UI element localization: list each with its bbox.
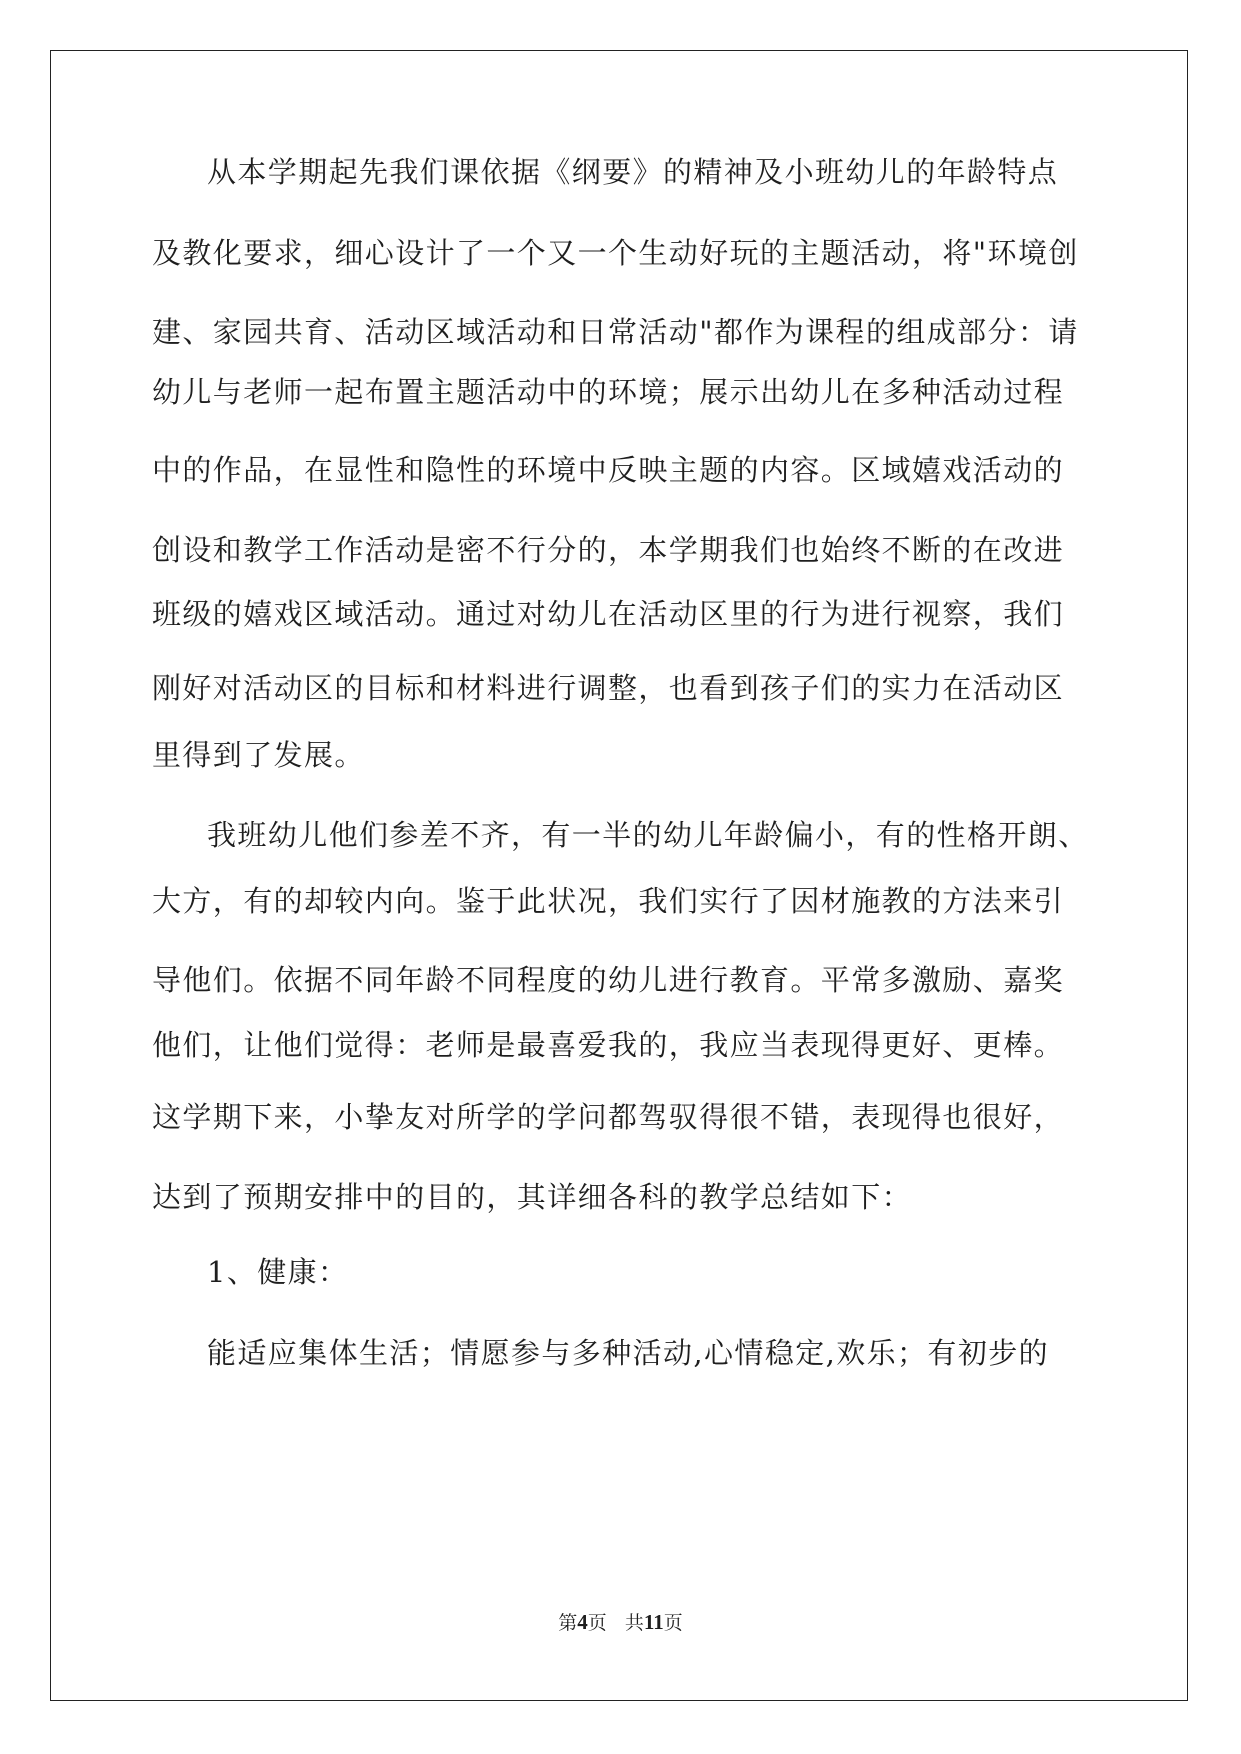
text-line: 导他们。依据不同年龄不同程度的幼儿进行教育。平常多激励、嘉奖 [152,963,1065,997]
text-line: 刚好对活动区的目标和材料进行调整，也看到孩子们的实力在活动区 [152,671,1065,705]
text-line: 建、家园共育、活动区域活动和日常活动"都作为课程的组成部分：请 [152,315,1079,349]
text-line: 创设和教学工作活动是密不行分的，本学期我们也始终不断的在改进 [152,533,1065,567]
footer-total-prefix: 共 [624,1612,644,1634]
section-heading: 1、健康： [207,1255,349,1289]
page-border [50,50,1188,1701]
text-line: 达到了预期安排中的目的，其详细各科的教学总结如下： [152,1180,913,1214]
text-line: 及教化要求，细心设计了一个又一个生动好玩的主题活动，将"环境创 [152,236,1079,270]
text-line: 大方，有的却较内向。鉴于此状况，我们实行了因材施教的方法来引 [152,884,1065,918]
text-line: 这学期下来，小挚友对所学的学问都驾驭得很不错，表现得也很好， [152,1100,1065,1134]
page-footer [0,1608,1241,1635]
text-line: 他们，让他们觉得：老师是最喜爱我的，我应当表现得更好、更棒。 [152,1028,1065,1062]
text-line: 能适应集体生活；情愿参与多种活动,心情稳定,欢乐；有初步的 [207,1336,1050,1370]
footer-page-suffix: 页 [587,1612,607,1634]
footer-page-number: 4 [577,1610,588,1634]
text-line: 中的作品，在显性和隐性的环境中反映主题的内容。区域嬉戏活动的 [152,453,1065,487]
text-line: 里得到了发展。 [152,738,365,772]
text-line: 我班幼儿他们参差不齐，有一半的幼儿年龄偏小，有的性格开朗、 [207,818,1089,852]
text-line: 幼儿与老师一起布置主题活动中的环境；展示出幼儿在多种活动过程 [152,375,1065,409]
footer-prefix: 第 [558,1612,578,1634]
text-line: 从本学期起先我们课依据《纲要》的精神及小班幼儿的年龄特点 [207,155,1059,189]
text-line: 班级的嬉戏区域活动。通过对幼儿在活动区里的行为进行视察，我们 [152,597,1065,631]
footer-total-pages: 11 [643,1610,664,1634]
footer-total-suffix: 页 [663,1612,683,1634]
